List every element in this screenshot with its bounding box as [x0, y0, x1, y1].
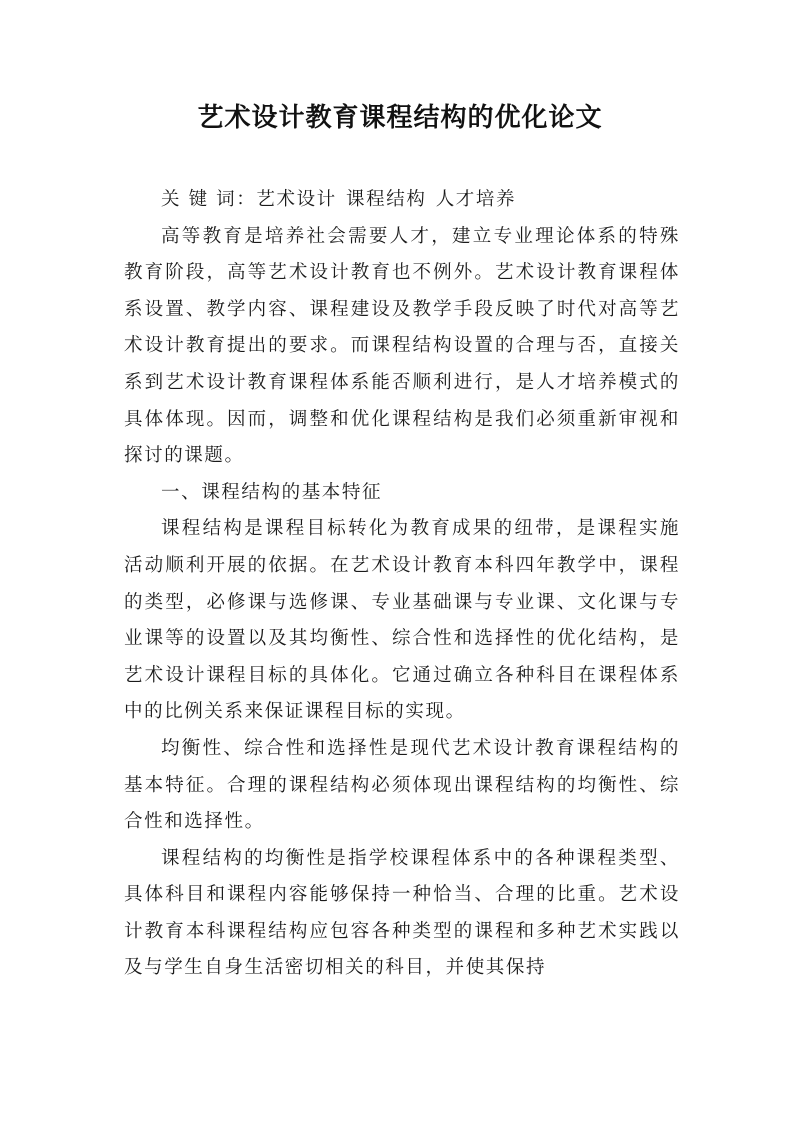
keyword: 艺术设计 [256, 189, 337, 210]
keywords-line [124, 182, 680, 219]
paragraph-intro: 高等教育是培养社会需要人才，建立专业理论体系的特殊教育阶段，高等艺术设计教育也不例外。艺术设计教育课程体系设置、教学内容、课程建设及教学手段反映了时代对高等艺术设计教育提出的要求。而课程结构设置的合理与否，直接关系到艺术设计教育课程体系能否顺利进行，是人才培养模式的具体体现。因而，调整和优化课程结构是我们必须重新审视和探讨的课题。 [124, 225, 680, 467]
keyword: 课程结构 [346, 189, 427, 210]
document-title: 艺术设计教育课程结构的优化论文 [197, 103, 603, 133]
keywords-label: 关 键 词： [161, 189, 257, 210]
document-body [124, 182, 680, 987]
section-heading: 一、课程结构的基本特征 [161, 481, 383, 503]
paragraph: 课程结构的均衡性是指学校课程体系中的各种课程类型、具体科目和课程内容能够保持一种恰当、合理的比重。艺术设计教育本科课程结构应包容各种类型的课程和多种艺术实践以及与学生自身生活密切相关的科目，并使其保持 [124, 847, 680, 979]
paragraph: 课程结构是课程目标转化为教育成果的纽带，是课程实施活动顺利开展的依据。在艺术设计教育本科四年教学中，课程的类型，必修课与选修课、专业基础课与专业课、文化课与专业课等的设置以及其均衡性、综合性和选择性的优化结构，是艺术设计课程目标的具体化。它通过确立各种科目在课程体系中的比例关系来保证课程目标的实现。 [124, 518, 680, 723]
keyword: 人才培养 [435, 189, 517, 210]
paragraph: 均衡性、综合性和选择性是现代艺术设计教育课程结构的基本特征。合理的课程结构必须体现出课程结构的均衡性、综合性和选择性。 [124, 737, 680, 833]
